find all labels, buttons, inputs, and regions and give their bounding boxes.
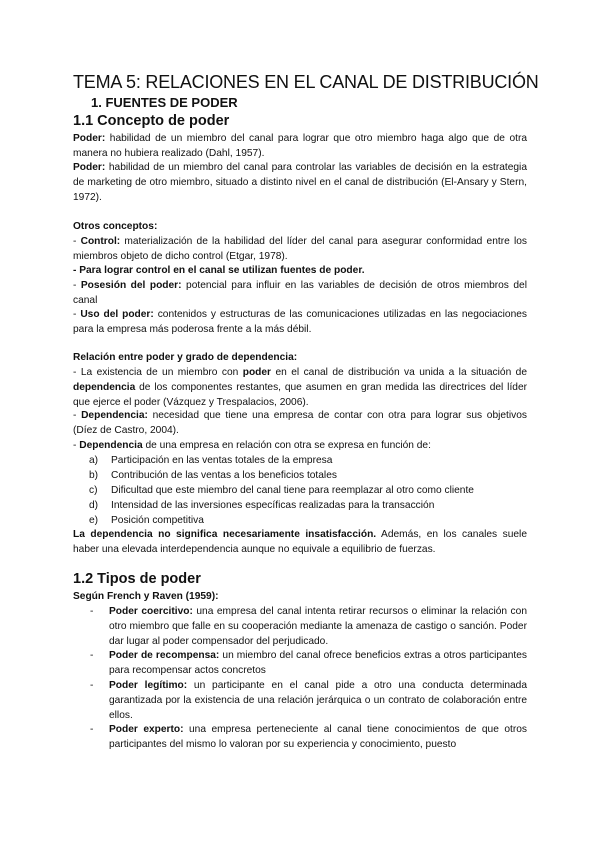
- tipo-poder-recompensa: - Poder de recompensa: un miembro del canal ofrece beneficios extras a otros participantes para recompensar actos concretos: [90, 650, 527, 676]
- concept-control: - Control: materialización de la habilidad del líder del canal para asegurar conformidad entre los miembros objeto de dicho control (Etgar, 1978).: [73, 236, 527, 262]
- heading-tipos-poder: 1.2 Tipos de poder: [73, 571, 201, 587]
- tipo-poder-coercitivo: - Poder coercitivo: una empresa del canal intenta retirar recursos o eliminar la relación con otro miembro que falle en su cooperación mediante la amenaza de castigo o sanción. Poder dar lugar al poder compensador del perjudicado.: [90, 606, 527, 647]
- tipo-poder-experto: - Poder experto: una empresa perteneciente al canal tiene conocimientos de que otros participantes del mismo lo valoran por su experiencia y conocimiento, puesto: [90, 724, 527, 750]
- factor-item: b) Contribución de las ventas a los beneficios totales: [89, 470, 337, 481]
- dependencia-factors-intro: - Dependencia de una empresa en relación con otra se expresa en función de:: [73, 440, 431, 451]
- heading-concepto-poder: 1.1 Concepto de poder: [73, 113, 230, 129]
- concept-posesion: - Posesión del poder: potencial para influir en las variables de decisión de otros miembros del canal: [73, 280, 527, 306]
- concept-control-note: - Para lograr control en el canal se utilizan fuentes de poder.: [73, 265, 365, 276]
- conclusion-dependencia: La dependencia no significa necesariamente insatisfacción. Además, en los canales suele haber una elevada interdependencia aunque no equivale a equilibrio de fuerzas.: [73, 529, 527, 555]
- factor-item: d) Intensidad de las inversiones específicas realizadas para la transacción: [89, 500, 435, 511]
- concept-uso: - Uso del poder: contenidos y estructuras de las comunicaciones utilizadas en las negociaciones para la empresa más poderosa frente a la más débil.: [73, 309, 527, 335]
- relacion-title: Relación entre poder y grado de dependencia:: [73, 352, 298, 363]
- factor-item: e) Posición competitiva: [89, 515, 204, 526]
- otros-conceptos-title: Otros conceptos:: [73, 221, 158, 232]
- document-title: TEMA 5: RELACIONES EN EL CANAL DE DISTRIBUCIÓN: [73, 72, 539, 92]
- section-heading-fuentes: 1. FUENTES DE PODER: [91, 95, 238, 110]
- definition-poder-elansary: Poder: habilidad de un miembro del canal para controlar las variables de decisión en la estrategia de marketing de otro miembro, situado a distinto nivel en el canal de distribución (El-Ansary y Stern, 1972).: [73, 162, 527, 203]
- definition-poder-dahl: Poder: habilidad de un miembro del canal para lograr que otro miembro haga algo que de otra manera no hubiera realizado (Dahl, 1957).: [73, 133, 527, 159]
- factor-item: a) Participación en las ventas totales de la empresa: [89, 455, 333, 466]
- tipo-poder-legitimo: - Poder legítimo: un participante en el canal pide a otro una conducta determinada garantizada por la existencia de una relación jerárquica o un contrato de colaboración entre ellos.: [90, 680, 527, 721]
- concept-dependencia: - Dependencia: necesidad que tiene una empresa de contar con otra para lograr sus objetivos (Díez de Castro, 2004).: [73, 410, 527, 436]
- relacion-paragraph: - La existencia de un miembro con poder en el canal de distribución va unida a la situación de dependencia de los componentes restantes, que asumen en gran medida las directrices del líder que ejerce el poder (Vázquez y Trespalacios, 2006).: [73, 367, 527, 408]
- segun-french-raven: Según French y Raven (1959):: [73, 591, 219, 602]
- factor-item: c) Dificultad que este miembro del canal tiene para reemplazar al otro como cliente: [89, 485, 474, 496]
